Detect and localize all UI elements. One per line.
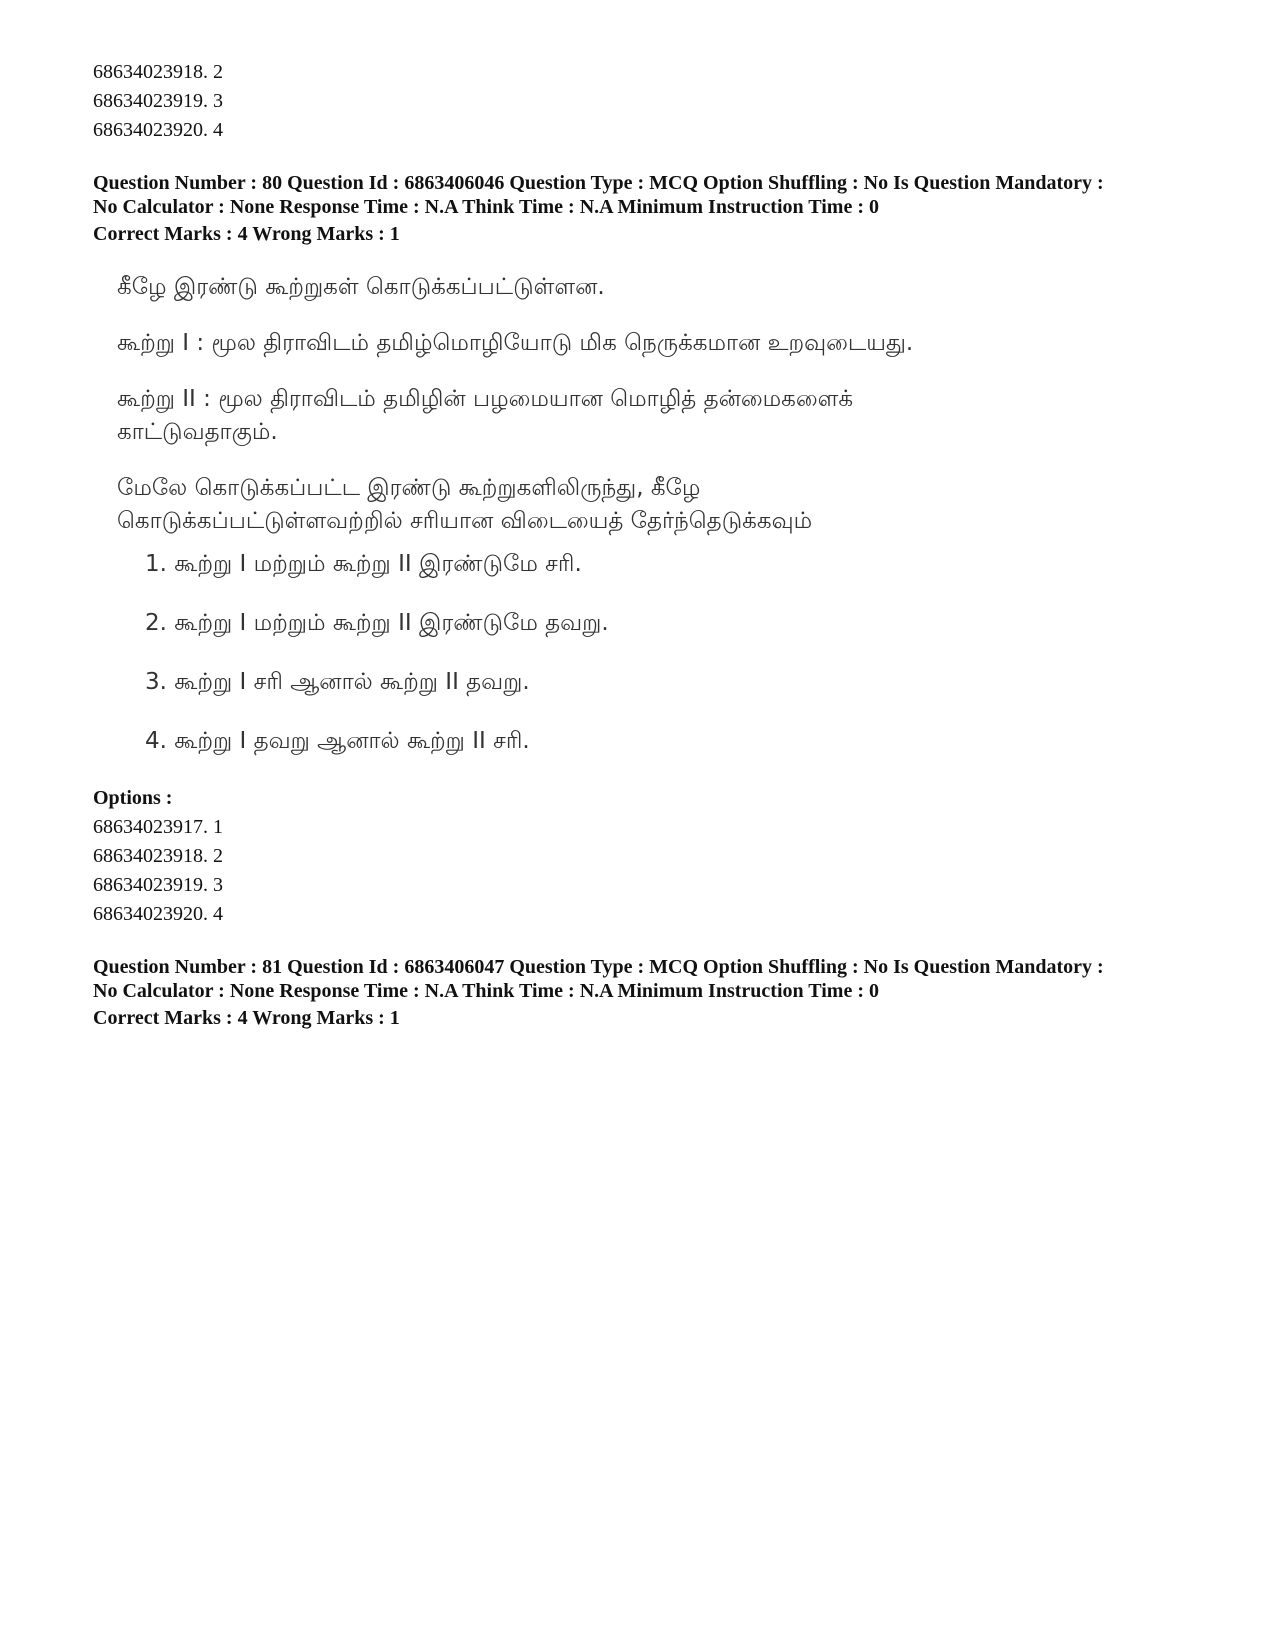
answer-choice: 3. கூற்று I சரி ஆனால் கூற்று II தவறு. (145, 669, 530, 695)
answer-choice: 2. கூற்று I மற்றும் கூற்று II இரண்டுமே தவறு. (145, 610, 609, 636)
option-line: 68634023920. 4 (93, 119, 223, 141)
question-intro: கீழே இரண்டு கூற்றுகள் கொடுக்கப்பட்டுள்ளன. (117, 274, 605, 300)
question-instruction (117, 472, 1117, 538)
answer-choice: 1. கூற்று I மற்றும் கூற்று II இரண்டுமே சரி. (145, 551, 582, 577)
previous-options-list (93, 58, 1203, 145)
statement-2-line: காட்டுவதாகும். (117, 419, 278, 445)
question-content-image (117, 271, 1117, 758)
statement-2-line: கூற்று II : மூல திராவிடம் தமிழின் பழமையான மொழித் தன்மைகளைக் (117, 386, 854, 412)
instruction-line: கொடுக்கப்பட்டுள்ளவற்றில் சரியான விடையைத் தேர்ந்தெடுக்கவும் (117, 508, 813, 534)
question-meta-line: No Calculator : None Response Time : N.A Think Time : N.A Minimum Instruction Time : 0 (93, 196, 879, 218)
question-80-block (93, 171, 1203, 929)
question-marks: Correct Marks : 4 Wrong Marks : 1 (93, 223, 400, 245)
answer-choice: 4. கூற்று I தவறு ஆனால் கூற்று II சரி. (145, 728, 530, 754)
statement-1: கூற்று I : மூல திராவிடம் தமிழ்மொழியோடு மிக நெருக்கமான உறவுடையது. (117, 330, 914, 356)
question-marks: Correct Marks : 4 Wrong Marks : 1 (93, 1007, 400, 1029)
statement-2 (117, 383, 1117, 449)
instruction-line: மேலே கொடுக்கப்பட்ட இரண்டு கூற்றுகளிலிருந்து, கீழே (117, 475, 701, 501)
question-meta-line: Question Number : 80 Question Id : 6863406046 Question Type : MCQ Option Shuffling : No Is Question Mandatory : (93, 172, 1104, 194)
option-line: 68634023918. 2 (93, 61, 223, 83)
option-line: 68634023919. 3 (93, 874, 223, 896)
answer-choices (145, 548, 1117, 758)
question-81-block (93, 955, 1203, 1033)
question-meta-line: Question Number : 81 Question Id : 6863406047 Question Type : MCQ Option Shuffling : No Is Question Mandatory : (93, 956, 1104, 978)
option-line: 68634023917. 1 (93, 816, 223, 838)
option-line: 68634023920. 4 (93, 903, 223, 925)
option-line: 68634023918. 2 (93, 845, 223, 867)
options-list (93, 813, 1203, 929)
option-line: 68634023919. 3 (93, 90, 223, 112)
options-label: Options : (93, 787, 173, 809)
question-meta-line: No Calculator : None Response Time : N.A Think Time : N.A Minimum Instruction Time : 0 (93, 980, 879, 1002)
document-page (93, 58, 1203, 1033)
